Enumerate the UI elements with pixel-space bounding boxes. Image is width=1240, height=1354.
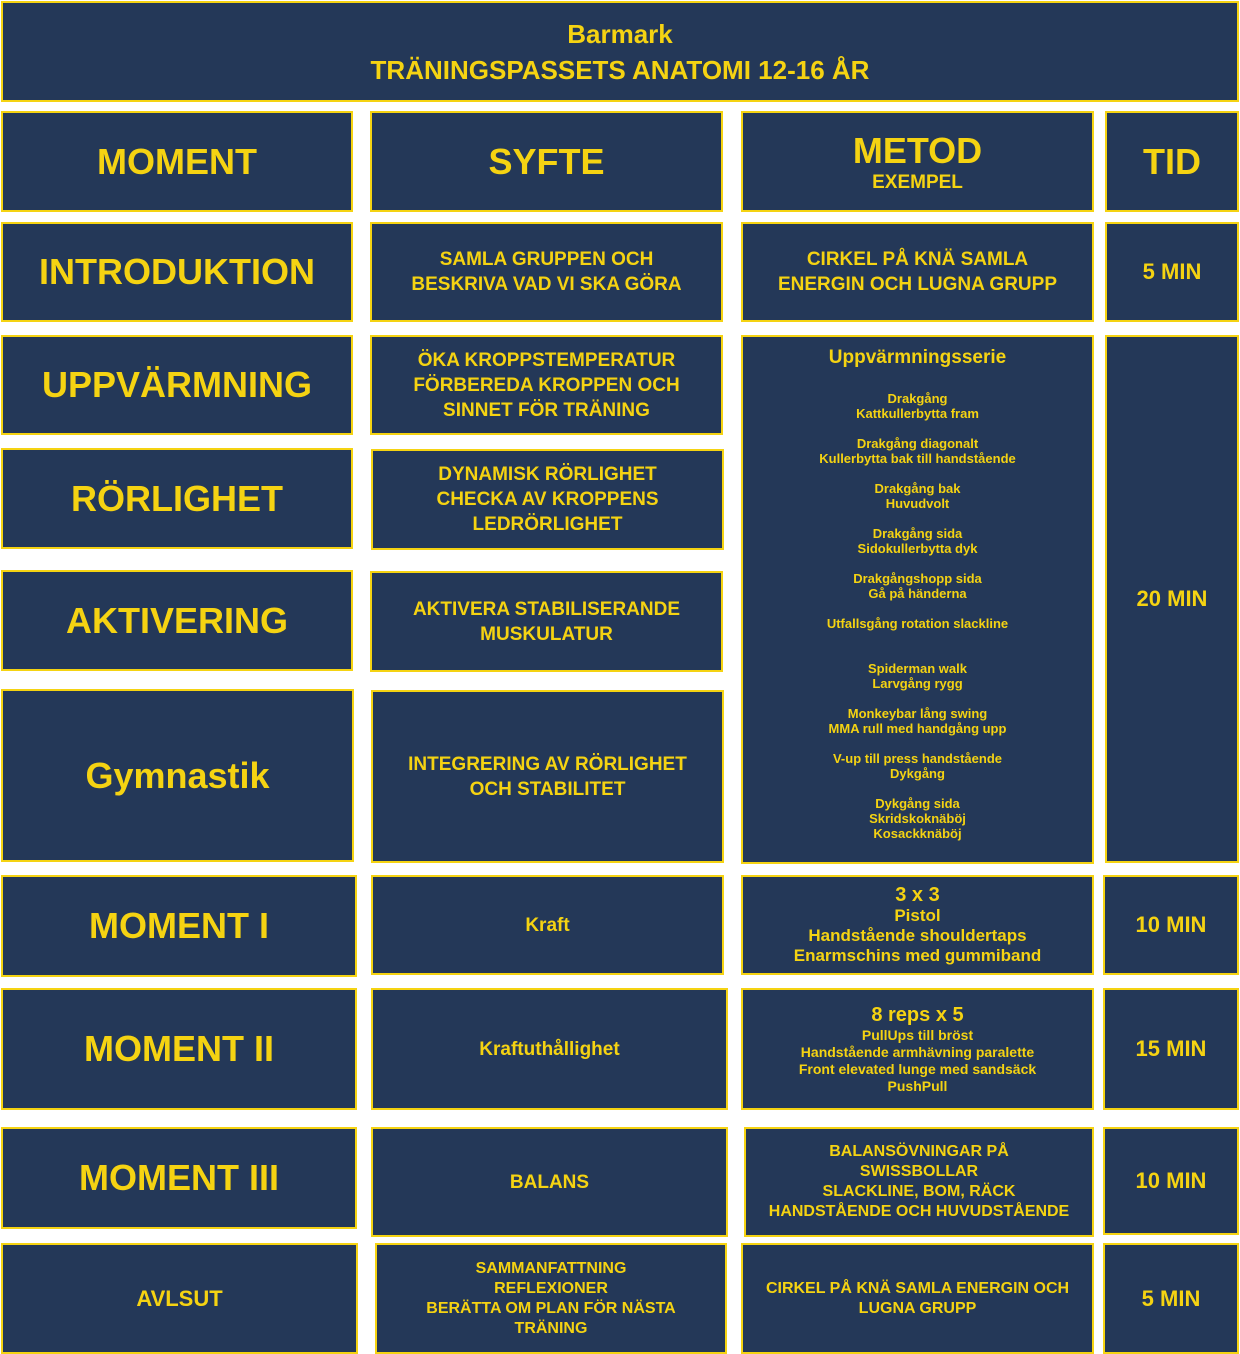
tid-moment-1 [1103,875,1239,975]
tid-introduktion-label: 5 MIN [1142,259,1202,284]
metod-moment-2 [741,988,1094,1110]
syfte-gymnastik [371,690,724,863]
tid-moment-3 [1103,1127,1239,1235]
metod-avslut-line: LUGNA GRUPP [858,1299,977,1317]
exercise-group [833,751,1002,781]
metod-moment-2-line: Front elevated lunge med sandsäck [798,1061,1037,1077]
moment-gymnastik-label: Gymnastik [85,754,270,796]
moment-introduktion [1,222,353,322]
tid-moment-2 [1103,988,1239,1110]
exercise-group [868,661,967,691]
syfte-aktivering-line: MUSKULATUR [480,623,613,645]
header-metod [741,111,1094,212]
exercise-group [856,391,979,421]
metod-moment-2-line: PullUps till bröst [861,1027,974,1043]
syfte-uppvarmning-line: FÖRBEREDA KROPPEN OCH [413,374,680,396]
syfte-aktivering-line: AKTIVERA STABILISERANDE [412,598,681,620]
syfte-avslut-line: TRÄNING [514,1319,588,1337]
moment-rorlighet-label: RÖRLIGHET [71,477,283,519]
header-metod-label: METOD [852,129,983,171]
metod-moment-3-line: SLACKLINE, BOM, RÄCK [822,1183,1016,1200]
exercise-item: Huvudvolt [885,496,950,511]
header-moment-label: MOMENT [97,140,257,182]
title-line-2: TRÄNINGSPASSETS ANATOMI 12-16 ÅR [370,54,870,85]
syfte-avslut-line: BERÄTTA OM PLAN FÖR NÄSTA [426,1299,676,1317]
exercise-item: Drakgång bak [874,481,961,496]
moment-3-label: MOMENT III [79,1157,279,1198]
tid-avslut-label: 5 MIN [1141,1285,1201,1311]
metod-moment-2-line: PushPull [887,1078,948,1094]
exercise-item: Kullerbytta bak till handstående [819,451,1016,466]
exercise-item: Larvgång rygg [872,676,963,691]
exercise-item: Sidokullerbytta dyk [857,541,978,556]
metod-introduktion-line: ENERGIN OCH LUGNA GRUPP [777,274,1058,295]
metod-introduktion [741,222,1094,322]
syfte-rorlighet-line: DYNAMISK RÖRLIGHET [438,464,657,485]
moment-rorlighet [1,448,353,549]
moment-gymnastik [1,689,354,862]
metod-moment-3-line: HANDSTÅENDE OCH HUVUDSTÅENDE [768,1203,1070,1220]
exercise-group [875,481,961,511]
metod-moment-2-line: Handstående armhävning paralette [800,1044,1035,1060]
metod-uppvarmningsserie [741,335,1094,864]
syfte-moment-3-label: BALANS [509,1171,590,1193]
exercise-item: MMA rull med handgång upp [828,721,1007,736]
syfte-rorlighet [371,449,724,550]
exercise-item: Dykgång sida [875,796,960,811]
syfte-avslut-line: SAMMANFATTNING [475,1259,627,1277]
metod-moment-1-line: Pistol [894,906,941,925]
exercise-item: Drakgång [887,391,948,406]
metod-moment-2-title: 8 reps x 5 [871,1004,964,1026]
syfte-rorlighet-line: LEDRÖRLIGHET [472,514,623,535]
header-syfte [370,111,723,212]
title-banner [1,1,1239,102]
metod-moment-3 [744,1127,1094,1237]
exercise-item: V-up till press handstående [832,751,1003,766]
moment-introduktion-label: INTRODUKTION [39,251,315,292]
tid-avslut [1103,1243,1239,1354]
metod-moment-1-line: Handstående shouldertaps [808,926,1027,945]
title-line-1: Barmark [567,18,673,49]
syfte-moment-2 [371,988,728,1110]
tid-moment-2-label: 15 MIN [1135,1036,1207,1061]
metod-moment-1-title: 3 x 3 [895,884,940,906]
tid-introduktion [1105,222,1239,322]
exercise-item: Kattkullerbytta fram [856,406,979,421]
exercise-group [858,526,978,556]
syfte-gymnastik-line: OCH STABILITET [469,778,626,800]
moment-avslut [1,1243,358,1354]
exercise-group [853,571,982,601]
syfte-avslut-line: REFLEXIONER [494,1279,608,1297]
exercise-item: Skridskoknäböj [869,811,966,826]
exercise-item: Dykgång [890,766,945,781]
exercise-item: Kosackknäböj [873,826,962,841]
exercise-group [829,706,1007,736]
exercise-item: Spiderman walk [868,661,967,676]
moment-aktivering-label: AKTIVERING [65,599,288,641]
syfte-moment-1 [371,875,724,975]
metod-moment-1 [741,875,1094,975]
metod-introduktion-line: CIRKEL PÅ KNÄ SAMLA [806,249,1029,270]
exercise-group [869,796,966,841]
tid-uppvarmningsserie-label: 20 MIN [1136,586,1208,611]
exercise-item: Gå på händerna [868,586,967,601]
moment-uppvarmning [1,335,353,435]
moment-1-label: MOMENT I [89,905,269,946]
exercise-item: Drakgång diagonalt [856,436,979,451]
syfte-uppvarmning-line: SINNET FÖR TRÄNING [443,399,650,421]
moment-avslut-label: AVLSUT [136,1285,223,1311]
syfte-moment-1-label: Kraft [525,914,570,936]
tid-uppvarmningsserie [1105,335,1239,863]
header-tid [1105,111,1239,212]
header-moment [1,111,353,212]
moment-3 [1,1127,357,1229]
syfte-uppvarmning-line: ÖKA KROPPSTEMPERATUR [417,349,676,371]
uppvarmningsserie-title: Uppvärmningsserie [828,347,1007,368]
moment-uppvarmning-label: UPPVÄRMNING [41,364,313,405]
syfte-uppvarmning [370,335,723,435]
exercise-item: Monkeybar lång swing [847,706,988,721]
moment-2-label: MOMENT II [84,1028,274,1069]
tid-moment-1-label: 10 MIN [1135,912,1207,937]
syfte-introduktion-line: SAMLA GRUPPEN OCH [439,249,654,270]
tid-moment-3-label: 10 MIN [1135,1168,1207,1193]
exercise-group [827,616,1008,631]
syfte-moment-3 [371,1127,728,1237]
moment-1 [1,875,357,977]
exercise-item: Drakgång sida [872,526,963,541]
syfte-rorlighet-line: CHECKA AV KROPPENS [436,489,659,510]
moment-2 [1,988,357,1110]
syfte-aktivering [370,571,723,672]
syfte-gymnastik-line: INTEGRERING AV RÖRLIGHET [408,753,687,775]
syfte-avslut [375,1243,727,1354]
metod-moment-1-line: Enarmschins med gummiband [793,946,1042,965]
header-metod-sub: EXEMPEL [872,171,963,193]
syfte-moment-2-label: Kraftuthållighet [479,1038,620,1060]
syfte-introduktion [370,222,723,322]
exercise-item: Drakgångshopp sida [853,571,982,586]
exercise-item: Utfallsgång rotation slackline [826,616,1009,631]
metod-avslut-line: CIRKEL PÅ KNÄ SAMLA ENERGIN OCH [765,1279,1070,1297]
header-syfte-label: SYFTE [488,140,605,182]
syfte-introduktion-line: BESKRIVA VAD VI SKA GÖRA [411,274,682,295]
header-tid-label: TID [1143,140,1201,182]
metod-moment-3-line: SWISSBOLLAR [859,1163,979,1180]
metod-avslut [741,1243,1094,1354]
exercise-group [819,436,1016,466]
moment-aktivering [1,570,353,671]
metod-moment-3-line: BALANSÖVNINGAR PÅ [829,1143,1009,1160]
